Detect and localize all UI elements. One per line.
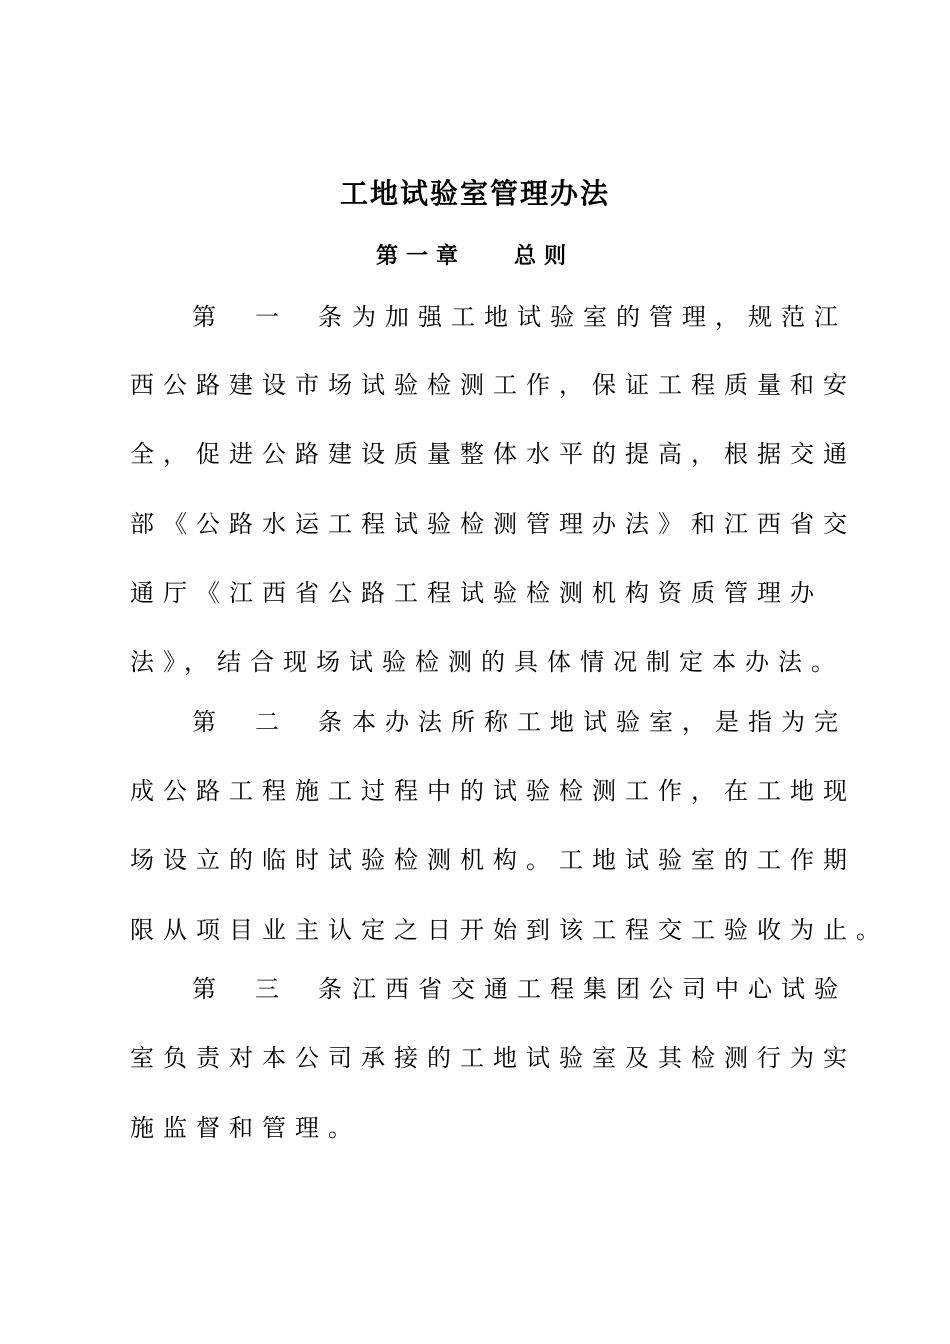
article-1-line-2: 西公路建设市场试验检测工作，保证工程质量和安	[130, 371, 856, 399]
article-1-line-3: 全，促进公路建设质量整体水平的提高，根据交通	[130, 440, 856, 468]
article-1-line-6: 法》，结合现场试验检测的具体情况制定本办法。	[130, 648, 844, 676]
article-2-text-start: 本办法所称工地试验室，是指为完	[352, 708, 847, 736]
article-1-line-5: 通厅《江西省公路工程试验检测机构资质管理办	[130, 579, 823, 607]
article-3-line-3: 施监督和管理。	[130, 1114, 361, 1142]
article-3-first-line	[192, 969, 847, 1009]
article-1-heading: 第一条	[192, 303, 352, 331]
article-2-line-4: 限从项目业主认定之日开始到该工程交工验收为止。	[130, 916, 889, 944]
document-title: 工地试验室管理办法	[339, 177, 610, 210]
article-3-line-2: 室负责对本公司承接的工地试验室及其检测行为实	[130, 1044, 856, 1072]
article-3-heading: 第三条	[192, 975, 352, 1003]
chapter-heading	[0, 238, 950, 274]
article-2-line-3: 场设立的临时试验检测机构。工地试验室的工作期	[130, 846, 856, 874]
article-1-line-4: 部《公路水运工程试验检测管理办法》和江西省交	[130, 510, 856, 538]
article-3-text-start: 江西省交通工程集团公司中心试验	[352, 975, 847, 1003]
article-2-first-line	[192, 702, 847, 742]
article-1-first-line	[192, 297, 847, 337]
article-2-heading: 第二条	[192, 708, 352, 736]
article-1-text-start: 为加强工地试验室的管理，规范江	[352, 303, 847, 331]
chapter-number: 第一章	[375, 243, 466, 269]
chapter-name: 总则	[514, 243, 575, 269]
article-2-line-2: 成公路工程施工过程中的试验检测工作，在工地现	[130, 777, 856, 805]
